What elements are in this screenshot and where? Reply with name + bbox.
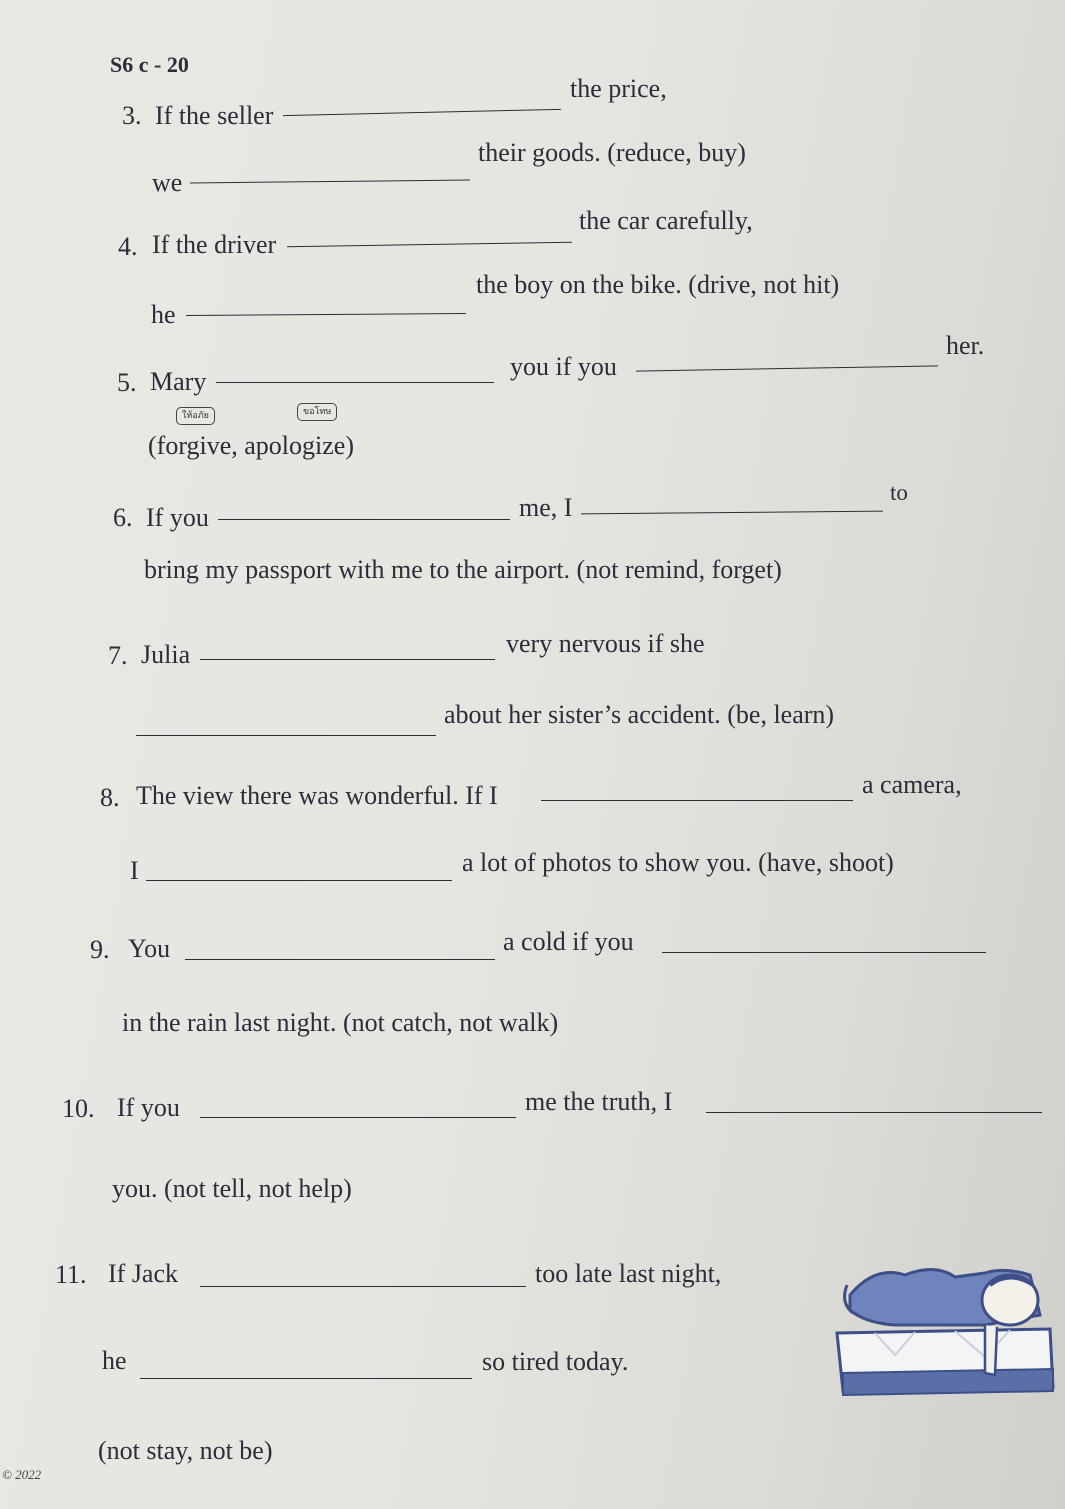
q5-annotation-apologize: ขอโทษ: [297, 403, 337, 421]
q8-line2-end: a lot of photos to show you. (have, shoot): [462, 848, 894, 877]
q11-hint: (not stay, not be): [98, 1436, 273, 1465]
q11-line2-start: he: [102, 1346, 127, 1375]
q5-hint: (forgive, apologize): [148, 431, 354, 460]
q5-line1-end: her.: [946, 331, 985, 360]
q3-blank-1[interactable]: [283, 109, 561, 116]
q8-line1-start: The view there was wonderful. If I: [136, 781, 498, 810]
q7-blank-1[interactable]: [200, 659, 495, 660]
q6-number: 6.: [113, 503, 133, 532]
q10-blank-2[interactable]: [706, 1112, 1042, 1113]
q6-line1-end: to: [890, 480, 908, 505]
q5-number: 5.: [117, 368, 137, 397]
q6-line1-start: If you: [146, 503, 209, 532]
q9-line1-start: You: [128, 934, 171, 963]
q4-blank-1[interactable]: [287, 242, 572, 247]
q11-line2-end: so tired today.: [482, 1347, 629, 1376]
q5-blank-1[interactable]: [216, 382, 494, 383]
q4-line2-start: he: [151, 300, 176, 329]
q6-line2: bring my passport with me to the airport. (not remind, forget): [144, 555, 782, 584]
q3-line2-start: we: [152, 168, 183, 197]
q8-number: 8.: [100, 783, 120, 812]
q3-blank-2[interactable]: [190, 180, 470, 184]
q6-line1-mid: me, I: [519, 493, 573, 522]
q6-blank-1[interactable]: [218, 519, 510, 520]
q5-blank-2[interactable]: [636, 365, 938, 371]
q7-line1-start: Julia: [141, 640, 191, 669]
q9-number: 9.: [90, 935, 110, 964]
q5-line1-start: Mary: [150, 367, 207, 396]
q11-line1-start: If Jack: [108, 1259, 179, 1288]
q9-line2: in the rain last night. (not catch, not walk): [122, 1008, 559, 1037]
q8-line1-end: a camera,: [862, 770, 962, 799]
q9-blank-2[interactable]: [662, 952, 986, 953]
q11-line1-end: too late last night,: [535, 1259, 722, 1288]
q5-annotation-forgive: ให้อภัย: [176, 407, 215, 425]
q10-line1-start: If you: [117, 1093, 180, 1122]
q7-blank-2[interactable]: [136, 735, 436, 736]
q3-line1-end: the price,: [570, 74, 667, 103]
copyright-text: © 2022: [2, 1467, 42, 1482]
q10-line2: you. (not tell, not help): [112, 1174, 352, 1203]
q8-blank-1[interactable]: [541, 800, 853, 801]
q11-number: 11.: [55, 1260, 87, 1289]
q4-line1-start: If the driver: [152, 230, 277, 259]
q9-line1-mid: a cold if you: [503, 927, 634, 956]
q8-blank-2[interactable]: [146, 880, 452, 881]
worksheet-header: S6 c - 20: [110, 52, 189, 77]
q4-line1-end: the car carefully,: [579, 206, 753, 235]
q3-number: 3.: [122, 101, 142, 130]
q3-line2-end: their goods. (reduce, buy): [478, 138, 746, 167]
q4-blank-2[interactable]: [186, 313, 466, 316]
q10-line1-mid: me the truth, I: [525, 1087, 673, 1116]
q4-number: 4.: [118, 232, 138, 261]
q11-blank-2[interactable]: [140, 1378, 472, 1379]
sleeping-person-icon: [835, 1255, 1055, 1400]
q4-line2-end: the boy on the bike. (drive, not hit): [476, 270, 840, 299]
q10-number: 10.: [62, 1094, 95, 1123]
q7-number: 7.: [108, 641, 128, 670]
q6-blank-2[interactable]: [581, 511, 883, 515]
q10-blank-1[interactable]: [200, 1117, 516, 1118]
q3-line1-start: If the seller: [155, 101, 274, 130]
q5-line1-mid: you if you: [510, 352, 617, 381]
q7-line1-end: very nervous if she: [506, 629, 705, 658]
q11-blank-1[interactable]: [200, 1286, 526, 1287]
q8-line2-start: I: [130, 856, 139, 885]
q7-line2: about her sister’s accident. (be, learn): [444, 700, 835, 729]
q9-blank-1[interactable]: [185, 959, 495, 960]
